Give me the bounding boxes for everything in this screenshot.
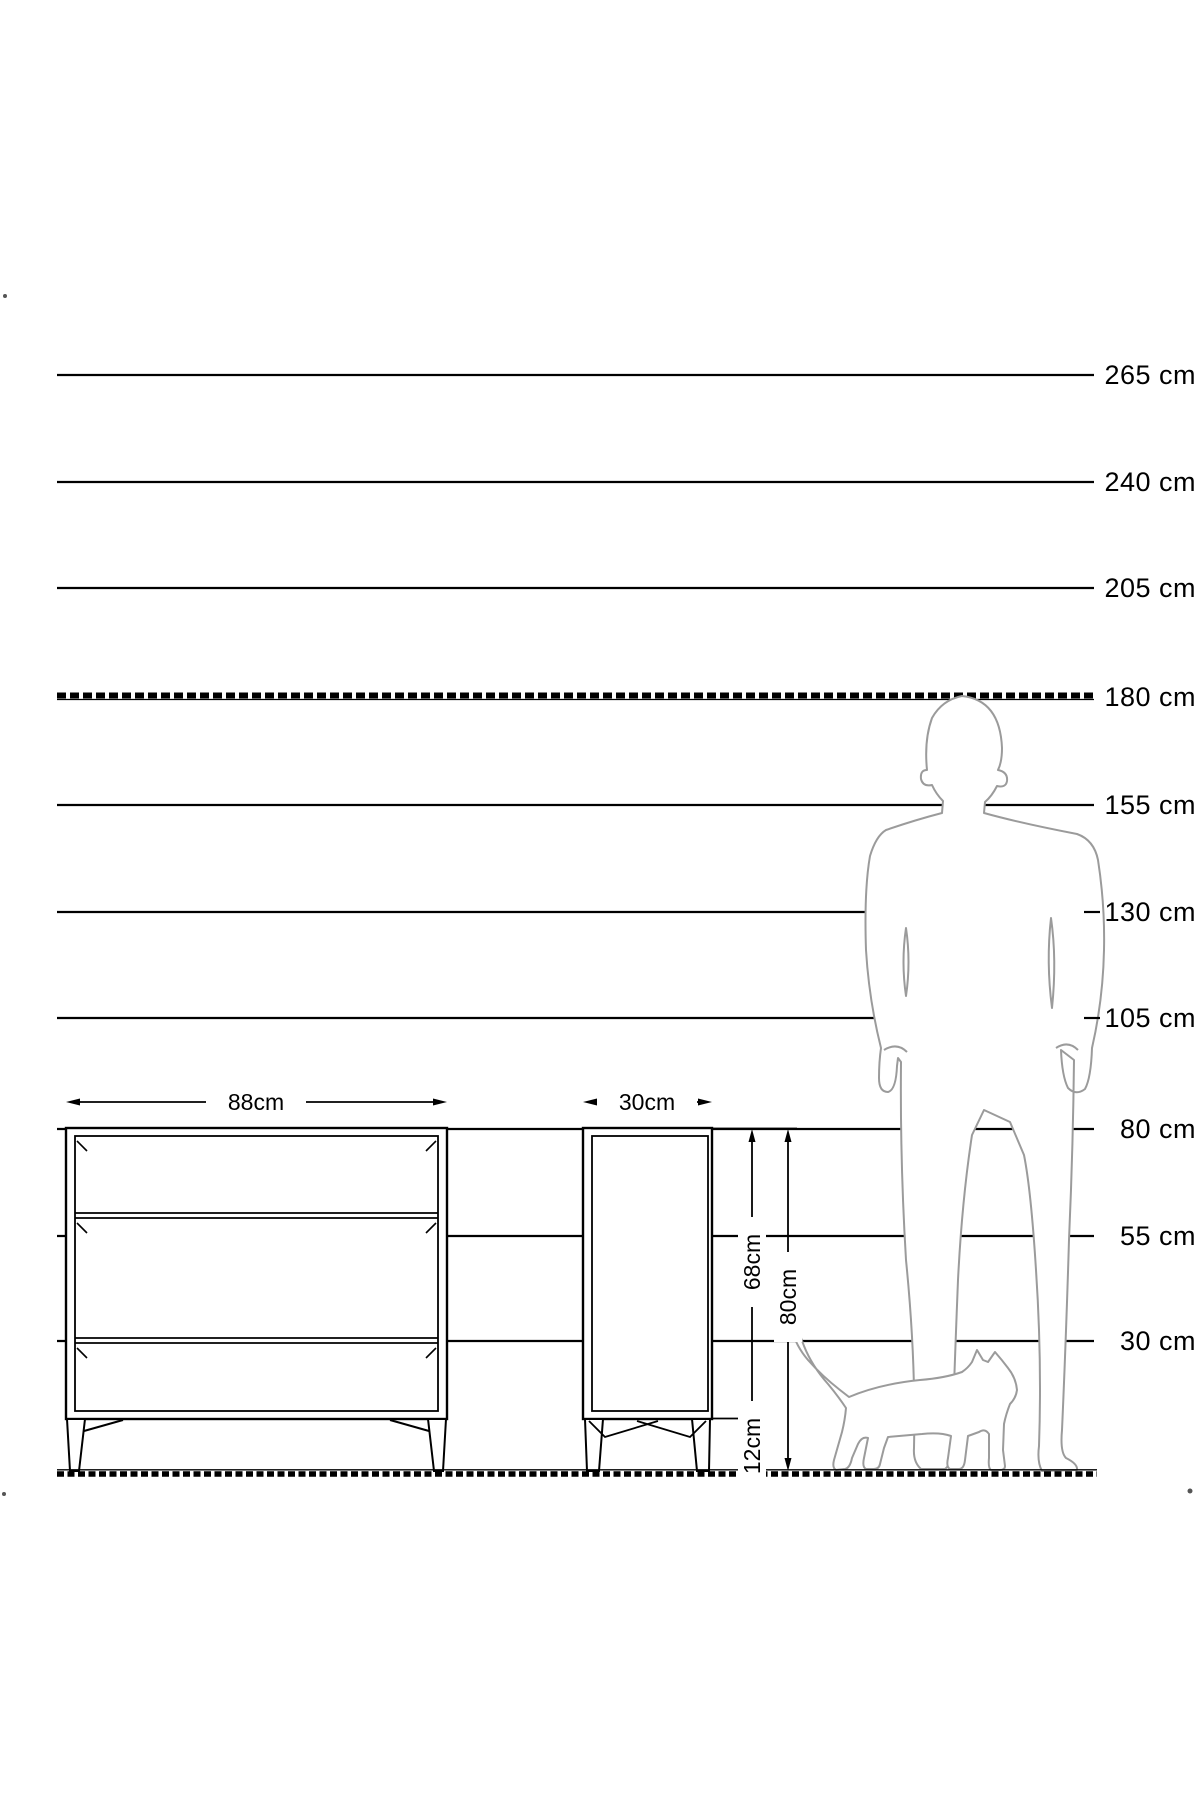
scale-label-265: 265 cm xyxy=(1104,360,1196,390)
scale-label-105: 105 cm xyxy=(1104,1003,1196,1033)
scale-label-55: 55 cm xyxy=(1119,1221,1196,1251)
side-view-cabinet xyxy=(583,1128,712,1471)
dim-total-height-label: 80cm xyxy=(774,1252,802,1342)
scale-label-180: 180 cm xyxy=(1104,682,1196,712)
jacket-lapel-left xyxy=(904,928,909,996)
scale-label-205: 205 cm xyxy=(1104,573,1196,603)
scale-label-130: 130 cm xyxy=(1104,897,1196,927)
scale-label-30: 30 cm xyxy=(1119,1326,1196,1356)
side-legs xyxy=(585,1419,710,1471)
front-view-cabinet xyxy=(66,1128,447,1471)
dim-carcass-height-label: 68cm xyxy=(738,1217,766,1307)
scale-line-180-hatched xyxy=(57,696,1094,700)
scale-label-80: 80 cm xyxy=(1119,1114,1196,1144)
dim-leg-height-label: 12cm xyxy=(738,1401,766,1491)
jacket-lapel-right xyxy=(1049,918,1055,1008)
ground-line xyxy=(57,1470,1097,1474)
scale-label-155: 155 cm xyxy=(1104,790,1196,820)
dim-depth-label: 30cm xyxy=(597,1088,697,1116)
dim-width-label: 88cm xyxy=(206,1088,306,1116)
cat-silhouette xyxy=(791,1306,1017,1470)
scale-label-240: 240 cm xyxy=(1104,467,1196,497)
front-legs xyxy=(67,1419,446,1471)
